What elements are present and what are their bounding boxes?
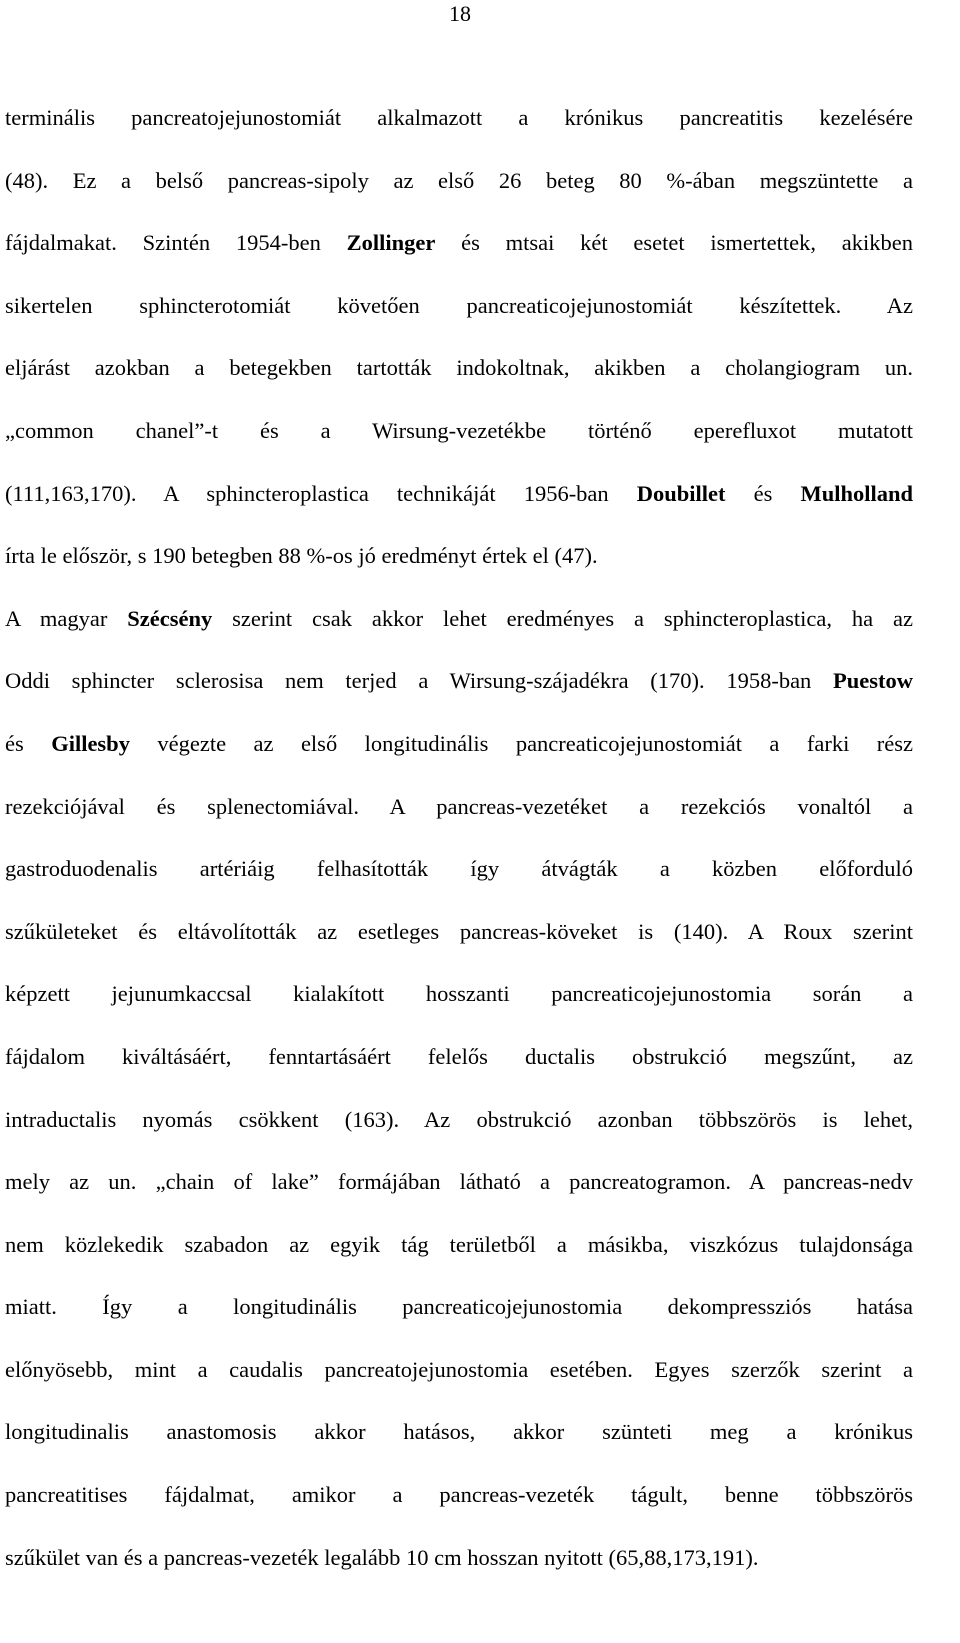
text-segment: miatt. Így a longitudinális pancreaticojejunostomia dekompressziós hatása (5, 1294, 913, 1320)
body-text (5, 103, 913, 1605)
text-segment: mely az un. „chain of lake” formájában látható a pancreatogramon. A pancreas-nedv (5, 1169, 913, 1195)
text-line (5, 1042, 913, 1105)
text-line (5, 792, 913, 855)
text-line (5, 979, 913, 1042)
page-number: 18 (449, 1, 471, 26)
author-name: Puestow (833, 668, 913, 694)
text-line (5, 1230, 913, 1293)
text-segment: szűkületeket és eltávolították az esetleges pancreas-köveket is (140). A Roux szerint (5, 918, 913, 944)
text-line (5, 103, 913, 166)
text-segment: eljárást azokban a betegekben tartották indokoltnak, akikben a cholangiogram un. (5, 355, 913, 381)
text-segment: Oddi sphincter sclerosisa nem terjed a Wirsung-szájadékra (170). 1958-ban (5, 668, 833, 694)
author-name: Zollinger (346, 230, 436, 256)
text-line (5, 228, 913, 291)
text-segment: képzett jejunumkaccsal kialakított hosszanti pancreaticojejunostomia során a (5, 981, 913, 1007)
text-line (5, 1292, 913, 1355)
text-line (5, 666, 913, 729)
text-segment: „common chanel”-t és a Wirsung-vezetékbe történő eperefluxot mutatott (5, 417, 913, 443)
text-segment: szűkület van és a pancreas-vezeték legalább 10 cm hosszan nyitott (65,88,173,191). (5, 1544, 759, 1570)
text-segment: (48). Ez a belső pancreas-sipoly az első 26 beteg 80 %-ában megszüntette a (5, 167, 913, 193)
author-name: Szécsény (127, 605, 213, 631)
text-segment: longitudinalis anastomosis akkor hatásos, akkor szünteti meg a krónikus (5, 1419, 913, 1445)
author-name: Mulholland (800, 480, 913, 506)
text-line (5, 291, 913, 354)
text-segment: végezte az első longitudinális pancreaticojejunostomiát a farki rész (129, 730, 913, 756)
text-segment: írta le először, s 190 betegben 88 %-os jó eredményt értek el (47). (5, 543, 598, 569)
text-segment: előnyösebb, mint a caudalis pancreatojejunostomia esetében. Egyes szerzők szerint a (5, 1356, 913, 1382)
text-segment: (111,163,170). A sphincteroplastica technikáját 1956-ban (5, 480, 637, 506)
author-name: Doubillet (636, 480, 726, 506)
text-segment: pancreatitises fájdalmat, amikor a pancreas-vezeték tágult, benne többszörös (5, 1482, 913, 1508)
text-segment: és (5, 730, 52, 756)
text-line (5, 1105, 913, 1168)
text-segment: intraductalis nyomás csökkent (163). Az obstrukció azonban többszörös is lehet, (5, 1106, 913, 1132)
text-segment: szerint csak akkor lehet eredményes a sphincteroplastica, ha az (212, 605, 913, 631)
text-segment: A magyar (5, 605, 128, 631)
author-name: Gillesby (51, 730, 130, 756)
text-segment: és (725, 480, 801, 506)
text-line (5, 729, 913, 792)
text-line (5, 1543, 913, 1606)
text-line (5, 604, 913, 667)
text-line (5, 1167, 913, 1230)
text-segment: fájdalmakat. Szintén 1954-ben (5, 230, 347, 256)
text-segment: rezekciójával és splenectomiával. A pancreas-vezetéket a rezekciós vonaltól a (5, 793, 913, 819)
text-segment: és mtsai két esetet ismertettek, akikben (435, 230, 913, 256)
text-segment: gastroduodenalis artériáig felhasították így átvágták a közben előforduló (5, 856, 913, 882)
text-line (5, 166, 913, 229)
text-line (5, 353, 913, 416)
text-line (5, 917, 913, 980)
text-line (5, 1355, 913, 1418)
text-line (5, 1417, 913, 1480)
text-line (5, 1480, 913, 1543)
text-line (5, 541, 913, 604)
text-line (5, 416, 913, 479)
text-segment: fájdalom kiváltásáért, fenntartásáért felelős ductalis obstrukció megszűnt, az (5, 1043, 913, 1069)
text-segment: nem közlekedik szabadon az egyik tág területből a másikba, viszkózus tulajdonsága (5, 1231, 913, 1257)
text-line (5, 479, 913, 542)
text-line (5, 854, 913, 917)
text-segment: terminális pancreatojejunostomiát alkalmazott a krónikus pancreatitis kezelésére (5, 105, 913, 130)
text-segment: sikertelen sphincterotomiát követően pancreaticojejunostomiát készítettek. Az (5, 292, 913, 318)
